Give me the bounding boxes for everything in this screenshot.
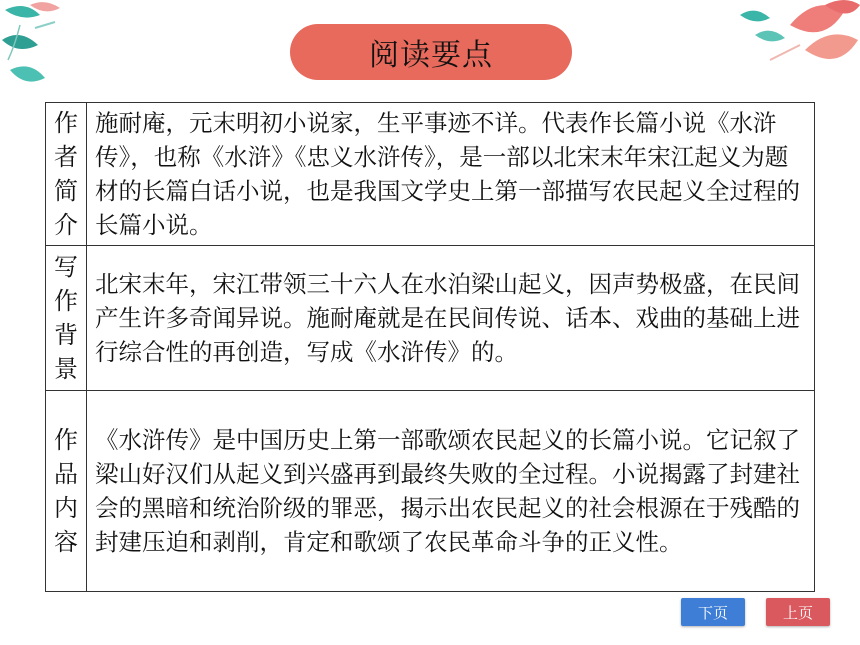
table-row-author [46,103,815,246]
row-label [46,246,87,391]
label-char: 内 [54,494,78,522]
label-char: 写 [54,253,78,281]
label-char: 背 [54,321,78,349]
label-char: 景 [54,355,78,383]
label-char: 作 [54,109,78,137]
page-title: 阅读要点 [290,24,572,80]
label-char: 简 [54,177,78,205]
row-label [46,391,87,592]
prev-page-button[interactable]: 上页 [766,598,830,626]
label-char: 容 [54,528,78,556]
table-row-background [46,246,815,391]
reading-points-table [45,102,815,592]
leaf-decoration-left [0,0,80,95]
label-char: 介 [54,211,78,239]
row-label [46,103,87,246]
label-char: 者 [54,143,78,171]
leaf-decoration-right [730,0,860,85]
next-page-button[interactable]: 下页 [681,598,745,626]
table-row-content [46,391,815,592]
label-char: 作 [54,426,78,454]
row-content: 《水浒传》是中国历史上第一部歌颂农民起义的长篇小说。它记叙了梁山好汉们从起义到兴盛再到最终失败的全过程。小说揭露了封建社会的黑暗和统治阶级的罪恶，揭示出农民起义的社会根源在于残酷的封建压迫和剥削，肯定和歌颂了农民革命斗争的正义性。 [87,391,815,592]
label-char: 作 [54,287,78,315]
row-content: 北宋末年，宋江带领三十六人在水泊梁山起义，因声势极盛，在民间产生许多奇闻异说。施耐庵就是在民间传说、话本、戏曲的基础上进行综合性的再创造，写成《水浒传》的。 [87,246,815,391]
label-char: 品 [54,460,78,488]
row-content: 施耐庵，元末明初小说家，生平事迹不详。代表作长篇小说《水浒传》，也称《水浒》《忠义水浒传》，是一部以北宋末年宋江起义为题材的长篇白话小说，也是我国文学史上第一部描写农民起义全过程的长篇小说。 [87,103,815,246]
